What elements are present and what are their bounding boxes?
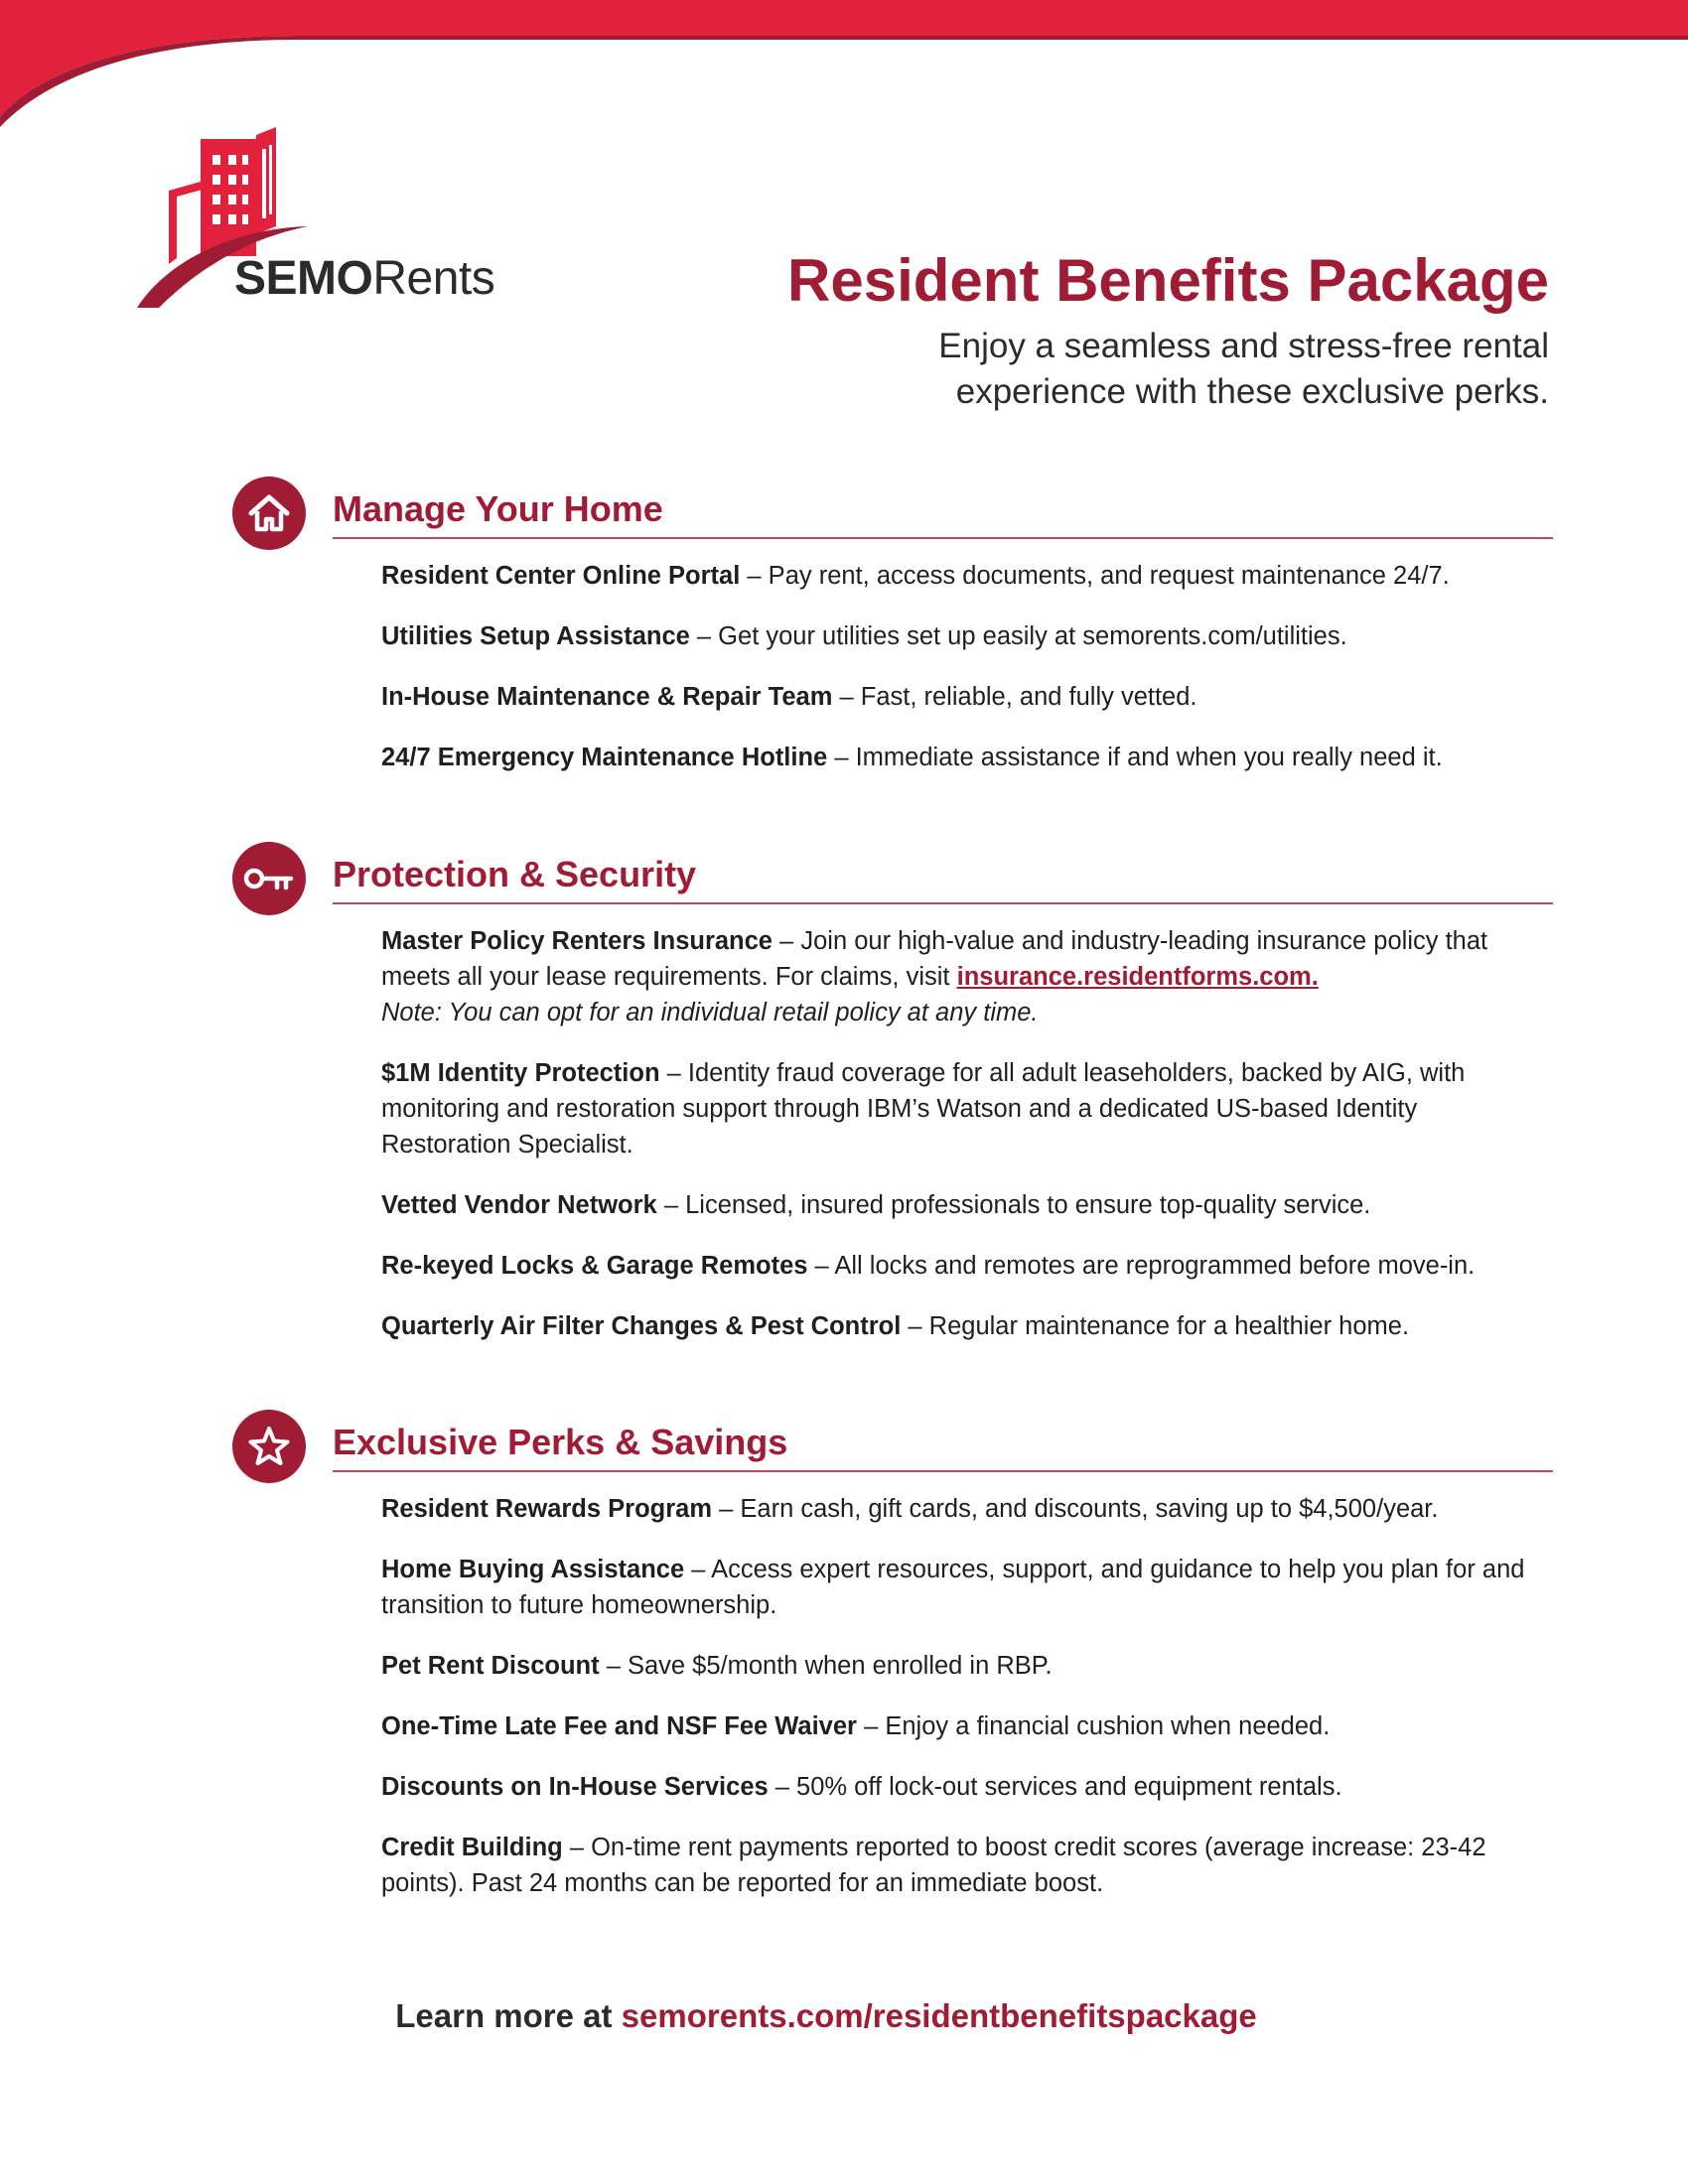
- section-divider: [333, 902, 1553, 904]
- benefit-note: Note: You can opt for an individual retail policy at any time.: [381, 999, 1039, 1026]
- benefit-item: Utilities Setup Assistance – Get your utilities set up easily at semorents.com/utilities.: [381, 622, 1347, 650]
- benefit-item: Credit Building – On-time rent payments reported to boost credit scores (average increase: 23-42 points). Past 24 months can be reported for an immediate boost.: [381, 1834, 1486, 1897]
- subtitle-line-2: experience with these exclusive perks.: [955, 372, 1549, 411]
- benefit-item: In-House Maintenance & Repair Team – Fast, reliable, and fully vetted.: [381, 683, 1197, 711]
- hero-block: [655, 246, 1549, 415]
- top-swoosh-banner: [0, 0, 1688, 129]
- benefit-item: One-Time Late Fee and NSF Fee Waiver – Enjoy a financial cushion when needed.: [381, 1712, 1331, 1740]
- benefit-item: Vetted Vendor Network – Licensed, insured professionals to ensure top-quality service.: [381, 1191, 1371, 1219]
- subtitle-line-1: Enjoy a seamless and stress-free rental: [938, 327, 1549, 365]
- house-icon: [232, 477, 306, 550]
- benefit-item: 24/7 Emergency Maintenance Hotline – Immediate assistance if and when you really need it.: [381, 744, 1443, 771]
- benefit-item: Home Buying Assistance – Access expert resources, support, and guidance to help you plan for and transition to future homeownership.: [381, 1556, 1525, 1619]
- section-divider: [333, 1470, 1553, 1472]
- page-subtitle: [655, 324, 1549, 415]
- semorents-logo[interactable]: [129, 119, 506, 318]
- benefit-list: [381, 923, 1553, 1369]
- benefit-item: Discounts on In-House Services – 50% off lock-out services and equipment rentals.: [381, 1773, 1342, 1801]
- benefit-item: Pet Rent Discount – Save $5/month when enrolled in RBP.: [381, 1652, 1053, 1680]
- page-title: Resident Benefits Package: [787, 247, 1549, 314]
- star-icon: [232, 1410, 306, 1483]
- benefit-item: $1M Identity Protection – Identity fraud coverage for all adult leaseholders, backed by AIG, with monitoring and restoration support through IBM’s Watson and a dedicated US-based Identity Restoration Specialist.: [381, 1059, 1466, 1159]
- section-title: Manage Your Home: [333, 488, 663, 529]
- brand-name-light: Rents: [372, 252, 495, 305]
- key-icon: [232, 842, 306, 915]
- benefit-item: Resident Rewards Program – Earn cash, gift cards, and discounts, saving up to $4,500/year.: [381, 1495, 1439, 1523]
- footer-learn-more: [0, 1997, 1688, 2035]
- benefit-item: Re-keyed Locks & Garage Remotes – All locks and remotes are reprogrammed before move-in.: [381, 1252, 1476, 1280]
- benefit-list: [381, 558, 1553, 800]
- section-title: Exclusive Perks & Savings: [333, 1422, 788, 1462]
- benefit-item: Master Policy Renters Insurance – Join our high-value and industry-leading insurance policy that meets all your lease requirements. For claims, visit insurance.residentforms.com. Note: You can opt for an individual retail policy at any time.: [381, 923, 1553, 1030]
- brand-wordmark: [234, 251, 494, 306]
- section-divider: [333, 537, 1553, 539]
- benefit-item: Resident Center Online Portal – Pay rent, access documents, and request maintenance 24/7.: [381, 562, 1450, 590]
- section-title: Protection & Security: [333, 854, 697, 894]
- footer-prefix: Learn more at: [395, 1997, 622, 2034]
- benefit-item: Quarterly Air Filter Changes & Pest Control – Regular maintenance for a healthier home.: [381, 1312, 1410, 1340]
- footer-link[interactable]: semorents.com/residentbenefitspackage: [621, 1997, 1257, 2034]
- brand-name-bold: SEMO: [234, 252, 373, 305]
- insurance-claims-link[interactable]: insurance.residentforms.com.: [956, 963, 1319, 991]
- benefit-list: [381, 1491, 1553, 1926]
